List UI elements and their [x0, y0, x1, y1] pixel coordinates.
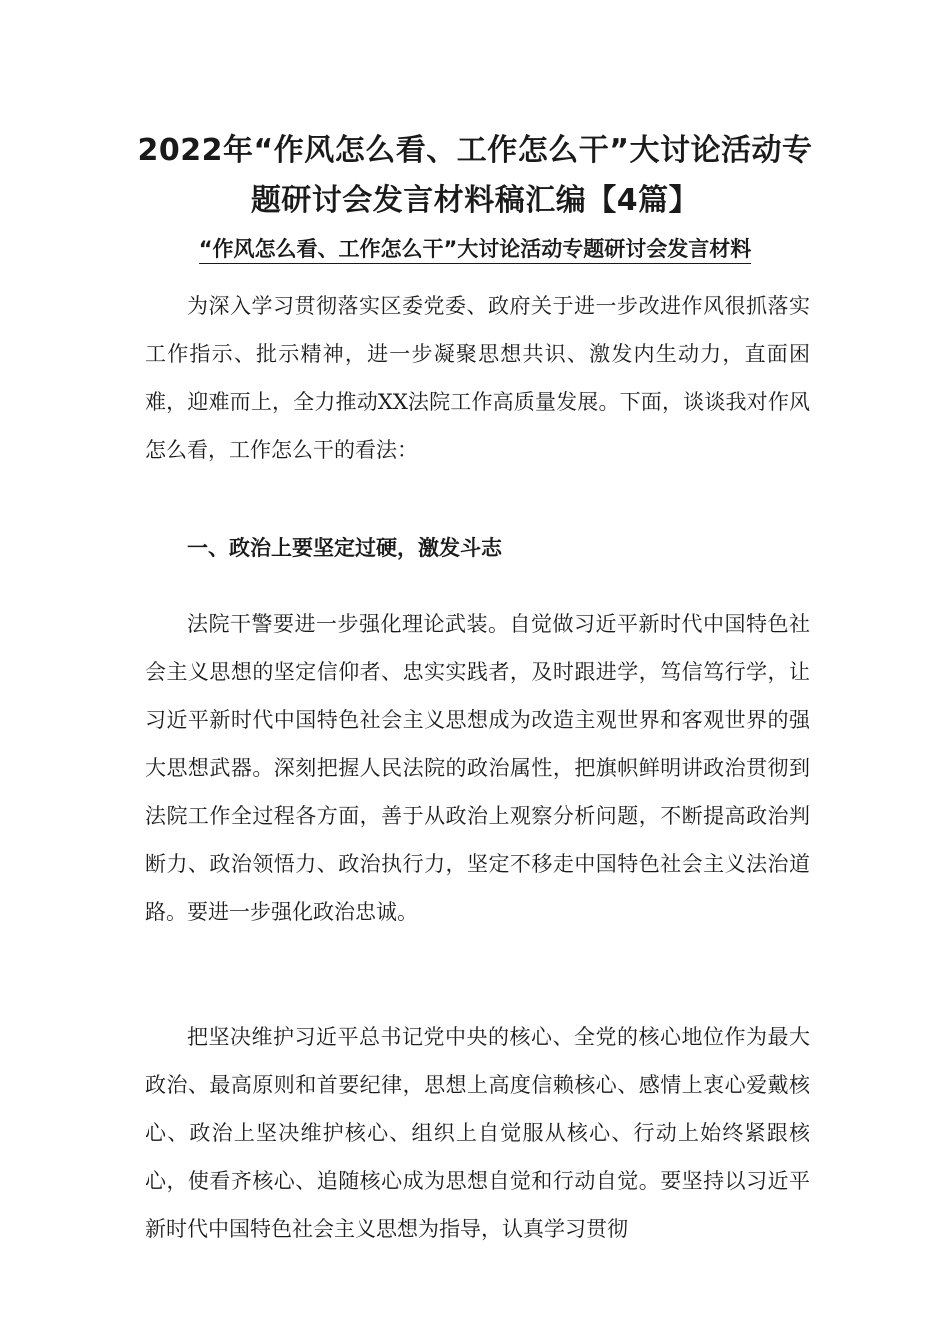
subtitle-text: “作风怎么看、工作怎么干”大讨论活动专题研讨会发言材料 [199, 237, 752, 264]
section-heading-1: 一、政治上要坚定过硬，激发斗志 [187, 536, 502, 560]
document-title [130, 126, 820, 226]
title-line-2: 题研讨会发言材料稿汇编【4篇】 [250, 183, 700, 218]
paragraph-intro: 为深入学习贯彻落实区委党委、政府关于进一步改进作风很抓落实工作指示、批示精神，进一步凝聚思想共识、激发内生动力，直面困难，迎难而上，全力推动XX法院工作高质量发展。下面，谈谈我对作风怎么看，工作怎么干的看法： [145, 294, 810, 462]
paragraph-section1-a: 法院干警要进一步强化理论武装。自觉做习近平新时代中国特色社会主义思想的坚定信仰者、忠实实践者，及时跟进学，笃信笃行学，让习近平新时代中国特色社会主义思想成为改造主观世界和客观世界的强大思想武器。深刻把握人民法院的政治属性，把旗帜鲜明讲政治贯彻到法院工作全过程各方面，善于从政治上观察分析问题，不断提高政治判断力、政治领悟力、政治执行力，坚定不移走中国特色社会主义法治道路。要进一步强化政治忠诚。 [145, 612, 810, 924]
title-line-1: 2022年“作风怎么看、工作怎么干”大讨论活动专 [137, 133, 813, 168]
paragraph-section1-b: 把坚决维护习近平总书记党中央的核心、全党的核心地位作为最大政治、最高原则和首要纪律，思想上高度信赖核心、感情上衷心爱戴核心、政治上坚决维护核心、组织上自觉服从核心、行动上始终紧跟核心，使看齐核心、追随核心成为思想自觉和行动自觉。要坚持以习近平新时代中国特色社会主义思想为指导，认真学习贯彻 [145, 1025, 810, 1241]
document-subtitle [145, 234, 805, 264]
